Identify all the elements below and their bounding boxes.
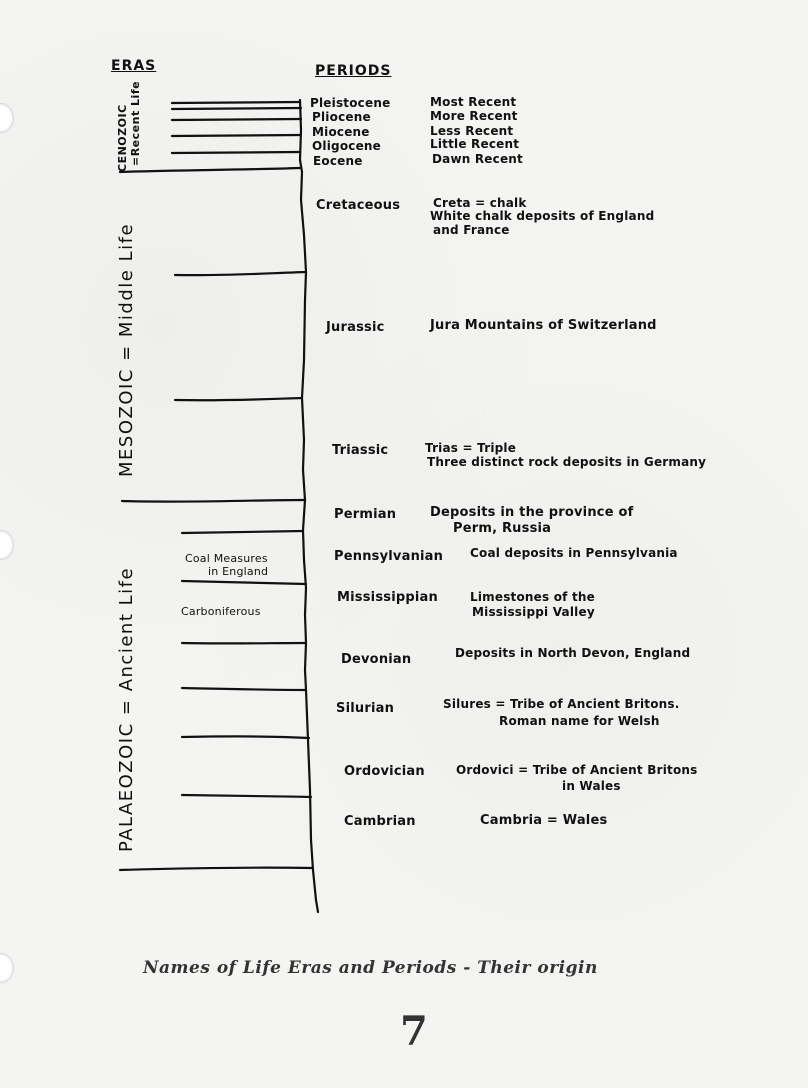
caption: Names of Life Eras and Periods - Their origin (143, 958, 598, 978)
period-name-oligocene: Oligocene (312, 139, 381, 153)
period-name-devonian: Devonian (341, 652, 412, 667)
page-number: 7 (400, 1008, 429, 1055)
period-meaning-ordovician-2: in Wales (562, 779, 621, 793)
era-label-cenozoic-meaning: =Recent Life (129, 80, 142, 166)
period-name-cretaceous: Cretaceous (316, 198, 401, 213)
period-meaning-oligocene: Little Recent (430, 137, 520, 151)
period-meaning-devonian: Deposits in North Devon, England (455, 646, 691, 660)
era-label-mesozoic: MESOZOIC = Middle Life (116, 222, 137, 477)
coal-measures-label-line1: Coal Measures (185, 552, 268, 565)
period-meaning-triassic-1: Trias = Triple (425, 441, 517, 455)
period-line-pliocene (172, 108, 301, 109)
period-name-cambrian: Cambrian (344, 814, 416, 829)
period-line-eocene (172, 152, 300, 153)
period-line-devonian-silurian (182, 688, 306, 690)
eras-header: ERAS (111, 58, 157, 74)
period-meaning-pennsylvanian: Coal deposits in Pennsylvania (470, 546, 678, 560)
period-meaning-miocene: Less Recent (430, 124, 514, 138)
period-line-miocene (172, 119, 301, 120)
period-meaning-mississippian-2: Mississippi Valley (472, 605, 595, 619)
period-name-jurassic: Jurassic (326, 320, 385, 335)
period-line-permian-pennsylvanian (182, 531, 303, 533)
period-name-silurian: Silurian (336, 701, 395, 716)
period-name-pennsylvanian: Pennsylvanian (334, 549, 444, 564)
period-line-pleistocene (172, 102, 300, 103)
period-line-jurassic-triassic (175, 398, 302, 400)
era-boundary-mesozoic-palaeozoic (122, 500, 305, 502)
period-meaning-cretaceous-1: Creta = chalk (433, 196, 527, 210)
period-meaning-silurian-2: Roman name for Welsh (499, 714, 660, 728)
period-name-miocene: Miocene (312, 125, 370, 139)
coal-measures-label-line2: in England (208, 565, 269, 578)
era-label-palaeozoic: PALAEOZOIC = Ancient Life (116, 566, 137, 852)
periods-header: PERIODS (315, 63, 392, 79)
period-name-pliocene: Pliocene (312, 110, 371, 124)
period-meaning-triassic-2: Three distinct rock deposits in Germany (427, 455, 707, 469)
period-line-ordovician-cambrian (182, 795, 311, 797)
period-meaning-pliocene: More Recent (430, 109, 518, 123)
period-meaning-mississippian-1: Limestones of the (470, 590, 595, 604)
period-name-mississippian: Mississippian (337, 590, 438, 605)
period-meaning-cretaceous-3: and France (433, 223, 510, 237)
period-line-coal-measures (182, 581, 306, 584)
period-line-cretaceous-jurassic (175, 272, 306, 275)
era-boundary-palaeozoic-base (120, 868, 313, 870)
period-meaning-cretaceous-2: White chalk deposits of England (430, 209, 655, 223)
period-name-pleistocene: Pleistocene (310, 96, 391, 110)
period-meaning-permian-1: Deposits in the province of (430, 505, 634, 520)
period-name-permian: Permian (334, 507, 397, 522)
period-name-eocene: Eocene (313, 154, 363, 168)
period-meaning-jurassic: Jura Mountains of Switzerland (430, 318, 657, 333)
period-name-triassic: Triassic (332, 443, 389, 458)
boundary-line-main (300, 100, 318, 912)
period-line-silurian-ordovician (182, 736, 309, 738)
carboniferous-label: Carboniferous (181, 605, 261, 618)
period-name-ordovician: Ordovician (344, 764, 425, 779)
period-meaning-eocene: Dawn Recent (432, 152, 523, 166)
period-line-oligocene (172, 135, 301, 136)
period-meaning-ordovician-1: Ordovici = Tribe of Ancient Britons (456, 763, 698, 777)
era-boundary-cenozoic-mesozoic (120, 168, 300, 172)
period-meaning-cambrian: Cambria = Wales (480, 813, 608, 828)
period-meaning-permian-2: Perm, Russia (453, 521, 552, 536)
period-meaning-silurian-1: Silures = Tribe of Ancient Britons. (443, 697, 680, 711)
period-meaning-pleistocene: Most Recent (430, 95, 517, 109)
era-label-cenozoic: CENOZOIC (116, 104, 129, 172)
